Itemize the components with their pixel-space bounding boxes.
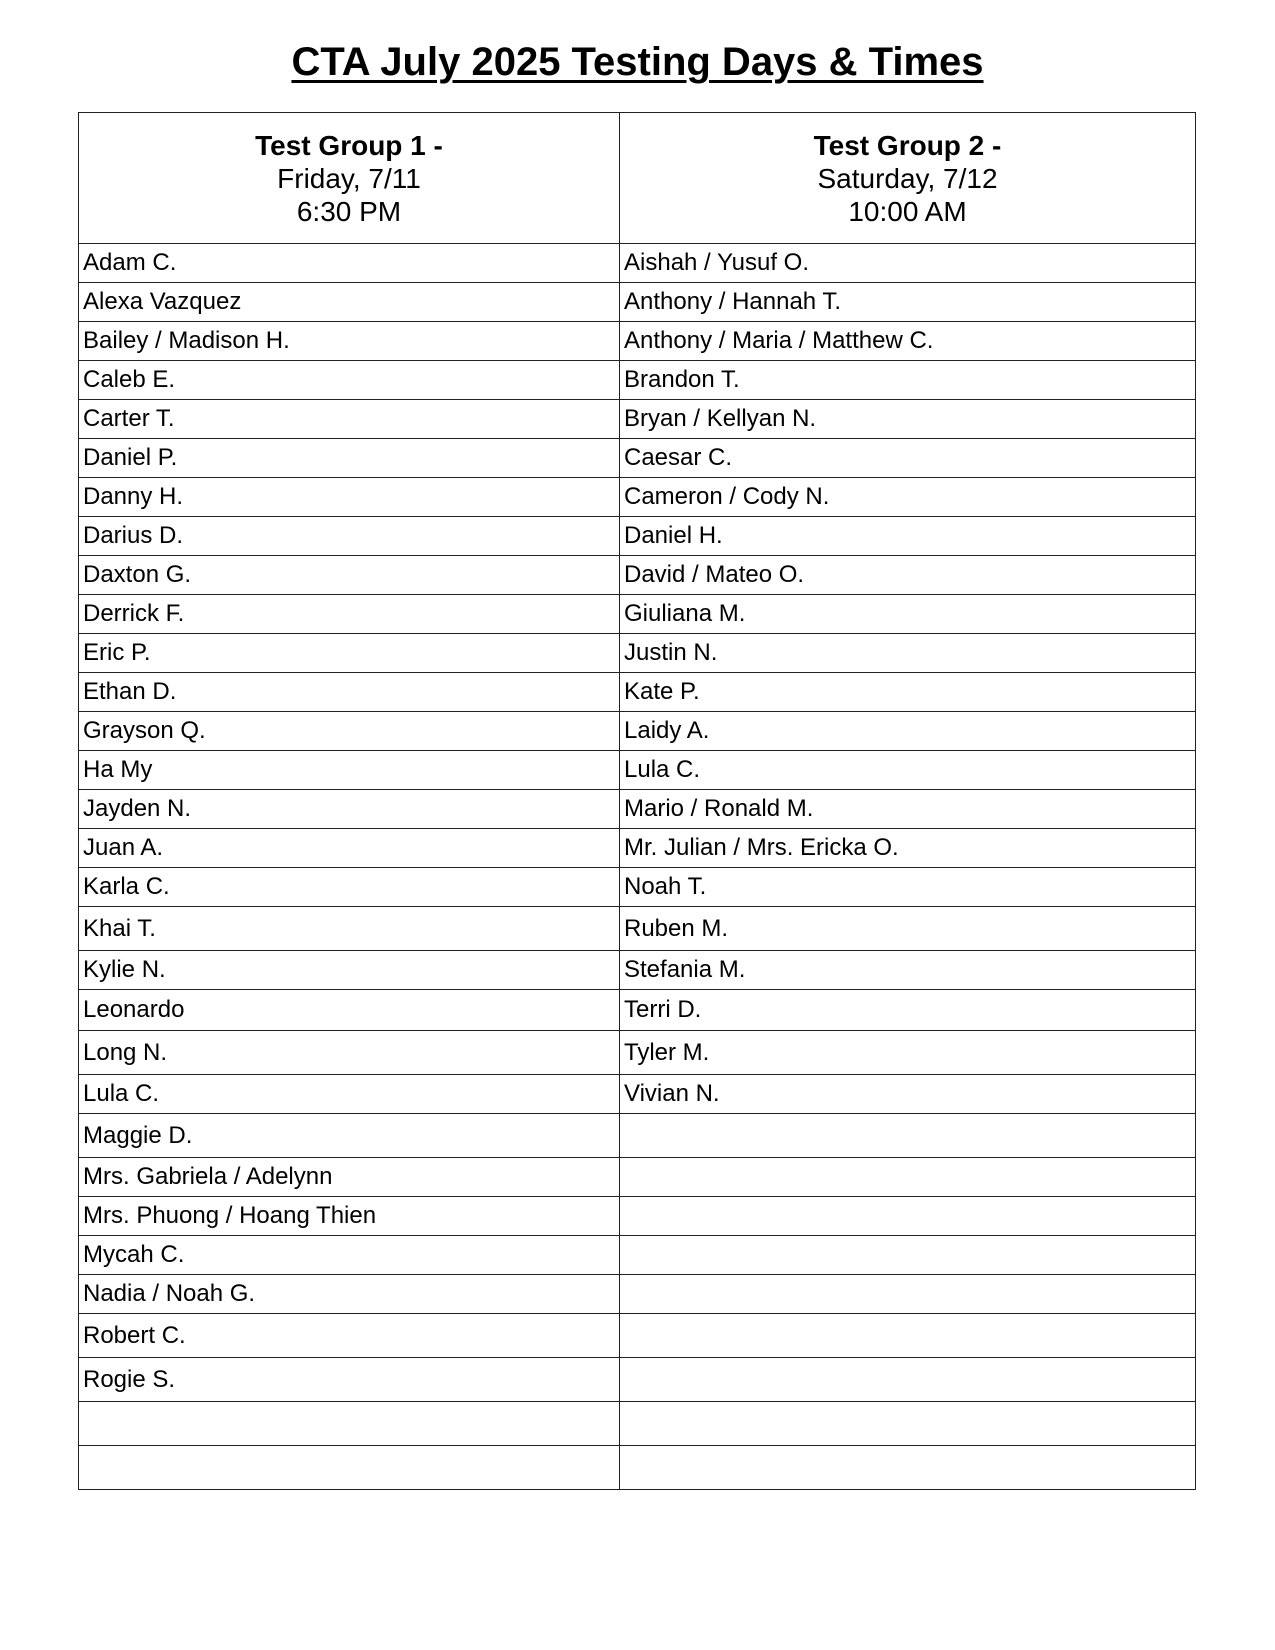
group2-cell: [620, 1446, 1196, 1490]
table-row: [79, 478, 1196, 517]
group2-cell: Anthony / Hannah T.: [620, 283, 1196, 322]
table-row: [79, 283, 1196, 322]
group1-cell: Bailey / Madison H.: [79, 322, 620, 361]
group2-cell: Brandon T.: [620, 361, 1196, 400]
group2-cell: [620, 1158, 1196, 1197]
group2-cell: [620, 1314, 1196, 1358]
table-row: [79, 517, 1196, 556]
table-row: [79, 1446, 1196, 1490]
group2-cell: Cameron / Cody N.: [620, 478, 1196, 517]
table-row: [79, 1075, 1196, 1114]
table-row: [79, 361, 1196, 400]
group2-cell: Caesar C.: [620, 439, 1196, 478]
table-row: [79, 712, 1196, 751]
table-row: [79, 322, 1196, 361]
group1-cell: Ethan D.: [79, 673, 620, 712]
group1-cell: Long N.: [79, 1031, 620, 1075]
group2-cell: Terri D.: [620, 990, 1196, 1031]
group2-cell: Giuliana M.: [620, 595, 1196, 634]
group2-cell: Anthony / Maria / Matthew C.: [620, 322, 1196, 361]
group1-name: Test Group 1 -: [255, 129, 443, 161]
group2-cell: Ruben M.: [620, 907, 1196, 951]
group1-cell: Grayson Q.: [79, 712, 620, 751]
group2-cell: [620, 1402, 1196, 1446]
group1-cell: Rogie S.: [79, 1358, 620, 1402]
table-row: [79, 1197, 1196, 1236]
table-row: [79, 439, 1196, 478]
group1-cell: Juan A.: [79, 829, 620, 868]
group1-cell: Caleb E.: [79, 361, 620, 400]
table-row: [79, 634, 1196, 673]
table-row: [79, 244, 1196, 283]
group1-cell: Alexa Vazquez: [79, 283, 620, 322]
table-row: [79, 1114, 1196, 1158]
table-row: [79, 556, 1196, 595]
group1-cell: Robert C.: [79, 1314, 620, 1358]
group2-cell: Laidy A.: [620, 712, 1196, 751]
group2-cell: Tyler M.: [620, 1031, 1196, 1075]
group1-header: [79, 113, 620, 244]
group1-cell: Daniel P.: [79, 439, 620, 478]
header-row: [79, 113, 1196, 244]
group2-cell: [620, 1358, 1196, 1402]
group1-time: 6:30 PM: [296, 195, 402, 227]
group1-cell: Nadia / Noah G.: [79, 1275, 620, 1314]
group1-cell: Mrs. Gabriela / Adelynn: [79, 1158, 620, 1197]
table-row: [79, 1236, 1196, 1275]
table-row: [79, 751, 1196, 790]
table-row: [79, 1031, 1196, 1075]
group1-cell: Mycah C.: [79, 1236, 620, 1275]
table-row: [79, 990, 1196, 1031]
table-row: [79, 400, 1196, 439]
table-row: [79, 1358, 1196, 1402]
group1-cell: Derrick F.: [79, 595, 620, 634]
table-row: [79, 595, 1196, 634]
group1-day: Friday, 7/11: [277, 162, 421, 194]
group2-cell: Vivian N.: [620, 1075, 1196, 1114]
group1-cell: Daxton G.: [79, 556, 620, 595]
group2-cell: Noah T.: [620, 868, 1196, 907]
group2-cell: Kate P.: [620, 673, 1196, 712]
group2-cell: Bryan / Kellyan N.: [620, 400, 1196, 439]
table-row: [79, 868, 1196, 907]
group1-cell: Mrs. Phuong / Hoang Thien: [79, 1197, 620, 1236]
table-row: [79, 790, 1196, 829]
group2-cell: Mr. Julian / Mrs. Ericka O.: [620, 829, 1196, 868]
group1-cell: Carter T.: [79, 400, 620, 439]
group2-name: Test Group 2 -: [813, 129, 1002, 161]
group2-cell: David / Mateo O.: [620, 556, 1196, 595]
group1-cell: Ha My: [79, 751, 620, 790]
page-title: CTA July 2025 Testing Days & Times: [291, 40, 984, 84]
group1-cell: Darius D.: [79, 517, 620, 556]
table-row: [79, 1158, 1196, 1197]
group1-cell: Karla C.: [79, 868, 620, 907]
group2-cell: Justin N.: [620, 634, 1196, 673]
group2-cell: [620, 1236, 1196, 1275]
group2-cell: [620, 1114, 1196, 1158]
group2-day: Saturday, 7/12: [817, 162, 998, 194]
group1-cell: [79, 1402, 620, 1446]
table-row: [79, 1314, 1196, 1358]
group1-cell: Kylie N.: [79, 951, 620, 990]
group1-cell: Danny H.: [79, 478, 620, 517]
table-row: [79, 951, 1196, 990]
group2-cell: Lula C.: [620, 751, 1196, 790]
schedule-table: [78, 112, 1196, 1490]
group2-cell: [620, 1275, 1196, 1314]
group1-cell: Maggie D.: [79, 1114, 620, 1158]
table-row: [79, 1275, 1196, 1314]
group2-cell: [620, 1197, 1196, 1236]
group1-cell: Eric P.: [79, 634, 620, 673]
group2-cell: Mario / Ronald M.: [620, 790, 1196, 829]
table-row: [79, 673, 1196, 712]
group1-cell: Khai T.: [79, 907, 620, 951]
group2-header: [620, 113, 1196, 244]
group1-cell: Jayden N.: [79, 790, 620, 829]
group1-cell: Lula C.: [79, 1075, 620, 1114]
table-row: [79, 829, 1196, 868]
group1-cell: Adam C.: [79, 244, 620, 283]
table-row: [79, 907, 1196, 951]
group1-cell: [79, 1446, 620, 1490]
group2-cell: Aishah / Yusuf O.: [620, 244, 1196, 283]
group2-time: 10:00 AM: [848, 195, 967, 227]
group2-cell: Stefania M.: [620, 951, 1196, 990]
group2-cell: Daniel H.: [620, 517, 1196, 556]
table-row: [79, 1402, 1196, 1446]
group1-cell: Leonardo: [79, 990, 620, 1031]
